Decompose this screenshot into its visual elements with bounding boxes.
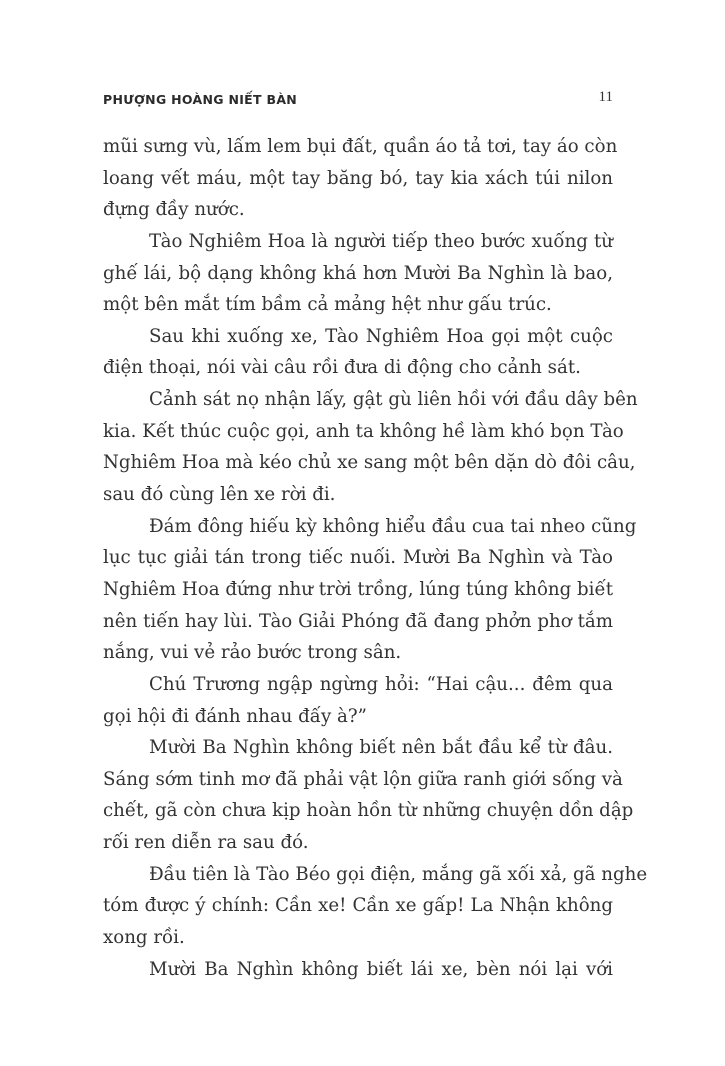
text-line: Đám đông hiếu kỳ không hiểu đầu cua tai nheo cũng — [149, 515, 637, 537]
text-line: ghế lái, bộ dạng không khá hơn Mười Ba Nghìn là bao, — [103, 262, 613, 284]
text-line: mũi sưng vù, lấm lem bụi đất, quần áo tả tơi, tay áo còn — [103, 136, 618, 157]
text-line: đựng đầy nước. — [103, 199, 245, 221]
text-line: Tào Nghiêm Hoa là người tiếp theo bước xuống từ — [149, 230, 613, 252]
paragraph — [103, 511, 637, 669]
text-line: điện thoại, nói vài câu rồi đưa di động cho cảnh sát. — [103, 357, 581, 379]
text-line: lục tục giải tán trong tiếc nuối. Mười Ba Nghìn và Tào — [103, 547, 613, 569]
paragraph — [103, 732, 634, 859]
text-line: chết, gã còn chưa kịp hoàn hồn từ những chuyện dồn dập — [103, 800, 634, 822]
paragraph — [103, 131, 618, 226]
text-line: kia. Kết thúc cuộc gọi, anh ta không hề làm khó bọn Tào — [103, 420, 624, 442]
text-line: gọi hội đi đánh nhau đấy à?” — [103, 705, 367, 727]
text-line: một bên mắt tím bầm cả mảng hệt như gấu trúc. — [103, 294, 552, 316]
text-line: nắng, vui vẻ rảo bước trong sân. — [103, 642, 402, 664]
text-line: Sáng sớm tinh mơ đã phải vật lộn giữa ranh giới sống và — [103, 768, 623, 790]
paragraph — [103, 384, 638, 511]
text-line: Nghiêm Hoa đứng như trời trồng, lúng túng không biết — [103, 578, 613, 600]
paragraph — [103, 859, 648, 954]
text-line: Sau khi xuống xe, Tào Nghiêm Hoa gọi một cuộc — [149, 325, 613, 347]
paragraph — [103, 321, 613, 384]
page-number: 11 — [598, 89, 613, 105]
body-text — [103, 131, 648, 985]
text-line: Nghiêm Hoa mà kéo chủ xe sang một bên dặn dò đôi câu, — [103, 452, 636, 474]
text-line: loang vết máu, một tay băng bó, tay kia xách túi nilon — [103, 167, 613, 189]
running-title: PHƯỢNG HOÀNG NIẾT BÀN — [103, 92, 298, 107]
text-line: tóm được ý chính: Cần xe! Cần xe gấp! La Nhận không — [103, 895, 613, 917]
text-line: Mười Ba Nghìn không biết nên bắt đầu kể từ đâu. — [149, 737, 613, 759]
text-line: Cảnh sát nọ nhận lấy, gật gù liên hồi với đầu dây bên — [149, 389, 638, 411]
text-line: Mười Ba Nghìn không biết lái xe, bèn nói lại với — [149, 958, 613, 980]
paragraph — [103, 954, 613, 986]
text-line: Chú Trương ngập ngừng hỏi: “Hai cậu... đêm qua — [149, 673, 613, 695]
paragraph — [103, 669, 613, 732]
text-line: sau đó cùng lên xe rời đi. — [103, 484, 336, 506]
text-line: Đầu tiên là Tào Béo gọi điện, mắng gã xối xả, gã nghe — [149, 863, 648, 885]
paragraph — [103, 226, 613, 321]
text-line: xong rồi. — [103, 927, 185, 949]
text-line: nên tiến hay lùi. Tào Giải Phóng đã đang phởn phơ tắm — [103, 610, 613, 632]
text-line: rối ren diễn ra sau đó. — [103, 832, 309, 854]
